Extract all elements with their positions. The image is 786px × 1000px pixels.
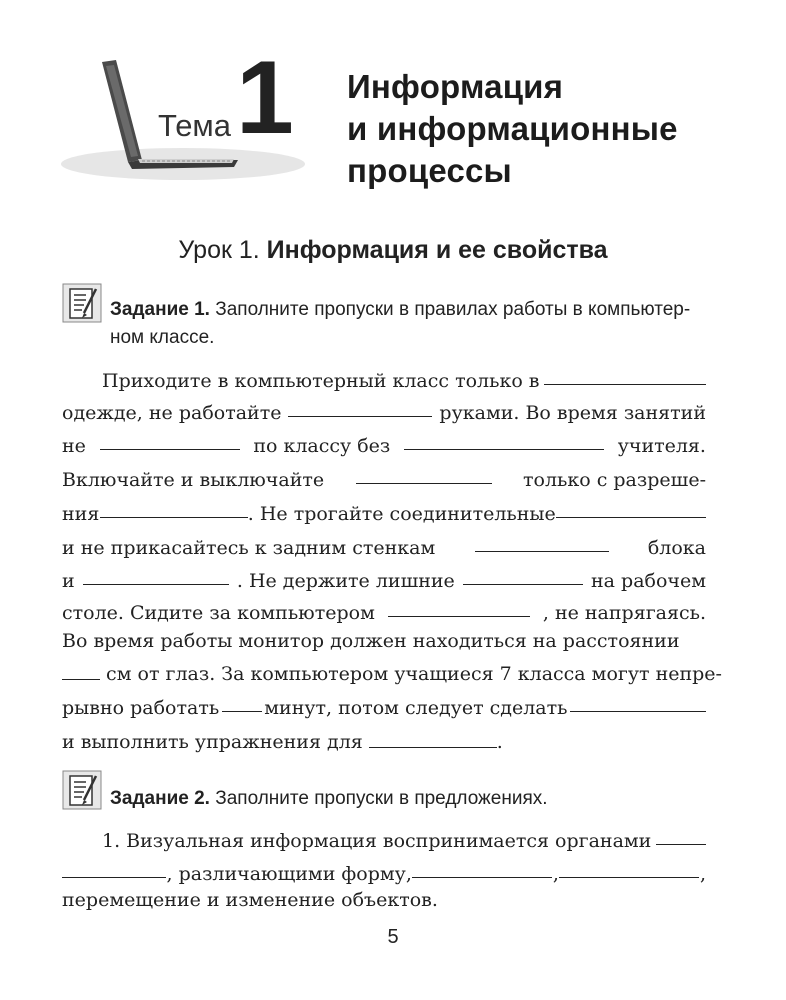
blank[interactable] [62, 863, 166, 878]
page-number: 5 [387, 926, 399, 948]
task-1-line-6: и не прикасайтесь к задним стенкам блока [62, 537, 706, 559]
theme-label: Тема [158, 108, 231, 143]
task-2-heading [110, 784, 710, 814]
blank[interactable] [556, 503, 706, 518]
task-2-instruction: Заполните пропуски в предложениях. [215, 788, 548, 809]
task-notepad-icon [62, 283, 102, 323]
blank[interactable] [100, 503, 248, 518]
task-2-line-3: перемещение и изменение объектов. [62, 889, 438, 911]
blank[interactable] [404, 435, 604, 450]
task-1-line-3: не по классу без учителя. [62, 435, 706, 457]
task-2-line-1: 1. Визуальная информация воспринимается органами [62, 830, 706, 852]
blank[interactable] [83, 570, 229, 585]
theme-number: 1 [236, 40, 294, 156]
blank[interactable] [544, 370, 706, 385]
task-1-heading-cont [110, 323, 710, 353]
chapter-title-line-3: процессы [347, 152, 512, 189]
blank[interactable] [570, 697, 706, 712]
task-1-line-2: одежде, не работайте руками. Во время занятий [62, 402, 706, 424]
task-1-line-1: Приходите в компьютерный класс только в [62, 370, 706, 392]
blank[interactable] [369, 733, 497, 748]
chapter-title-line-2: и информационные [347, 110, 678, 147]
chapter-title-line-1: Информация [347, 68, 564, 105]
blank[interactable] [288, 402, 432, 417]
lesson-prefix: Урок 1. [178, 236, 260, 264]
blank[interactable] [475, 537, 609, 552]
blank[interactable] [388, 602, 530, 617]
task-1-line-4: Включайте и выключайте только с разреше- [62, 469, 706, 491]
task-1-line-11: рывно работать минут, потом следует сделать [62, 697, 706, 719]
blank[interactable] [463, 570, 583, 585]
blank[interactable] [412, 863, 552, 878]
blank[interactable] [222, 697, 262, 712]
task-1-line-12: и выполнить упражнения для . [62, 731, 503, 753]
task-1-label: Задание 1. [110, 299, 210, 320]
lesson-name: Информация и ее свойства [266, 236, 608, 264]
blank[interactable] [62, 665, 100, 680]
task-1-line-5: ния . Не трогайте соединительные [62, 503, 706, 525]
blank[interactable] [656, 830, 706, 845]
task-1-instruction-2: ном классе. [110, 327, 215, 348]
task-1-line-8: столе. Сидите за компьютером , не напрягаясь. [62, 602, 706, 624]
task-1-line-7: и . Не держите лишние на рабочем [62, 570, 706, 592]
task-1-line-10: см от глаз. За компьютером учащиеся 7 класса могут непре- [62, 663, 706, 685]
blank[interactable] [100, 435, 240, 450]
task-1-instruction-1: Заполните пропуски в правилах работы в компьютер- [215, 299, 691, 320]
task-1-line-9: Во время работы монитор должен находиться на расстоянии [62, 630, 680, 652]
task-1-heading [110, 295, 710, 325]
blank[interactable] [559, 863, 699, 878]
task-2-line-2: , различающими форму, , , [62, 863, 706, 885]
task-2-label: Задание 2. [110, 788, 210, 809]
task-notepad-icon [62, 770, 102, 810]
lesson-title [0, 236, 786, 265]
blank[interactable] [356, 469, 492, 484]
